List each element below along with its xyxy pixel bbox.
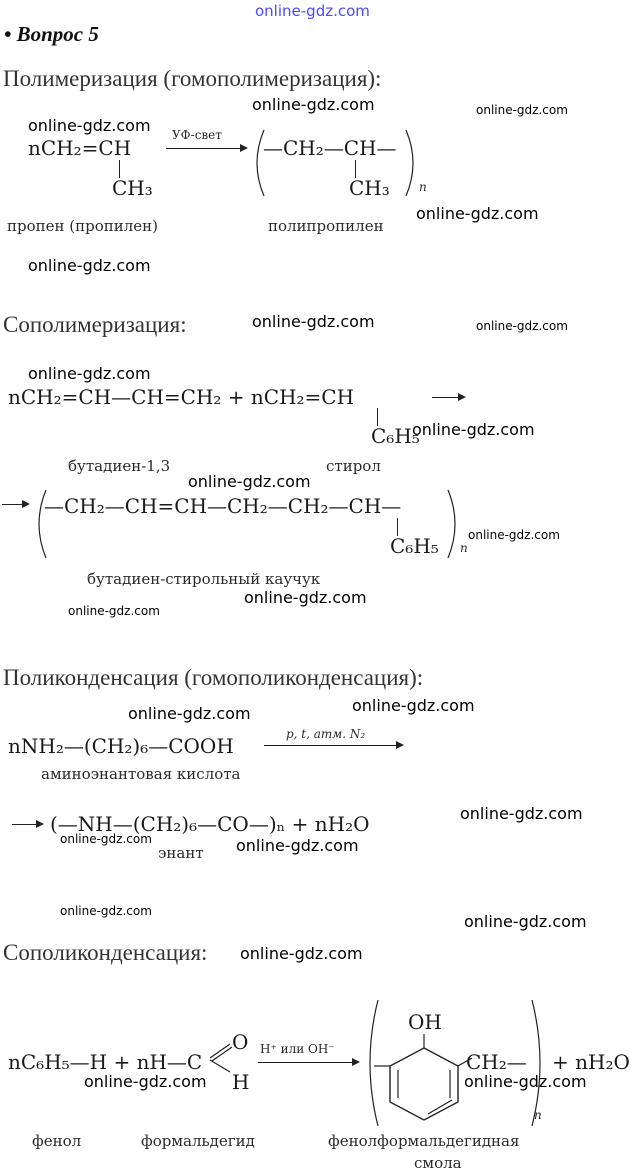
watermark: online-gdz.com	[412, 420, 535, 439]
watermark: online-gdz.com	[416, 204, 539, 223]
reaction-arrow-head	[22, 500, 30, 508]
aldehyde-oxygen: O	[232, 1030, 249, 1054]
watermark: online-gdz.com	[236, 836, 359, 855]
reaction-arrow-head	[458, 393, 466, 401]
watermark: online-gdz.com	[244, 588, 367, 607]
product-rubber-chain: —CH₂—CH=CH—CH₂—CH₂—CH—	[44, 494, 402, 518]
reaction-arrow-head	[240, 144, 248, 152]
section-heading-polycondensation: Поликонденсация (гомополиконденсация):	[3, 665, 424, 690]
question-title: • Вопрос 5	[4, 22, 99, 46]
degree-n: n	[460, 541, 468, 555]
styrene-phenyl: C₆H₅	[371, 424, 420, 448]
watermark: online-gdz.com	[68, 604, 160, 618]
reaction-arrow	[258, 1062, 354, 1063]
reaction-condition: H⁺ или OH⁻	[260, 1042, 335, 1056]
watermark: online-gdz.com	[476, 319, 568, 333]
watermark: online-gdz.com	[128, 704, 251, 723]
watermark: online-gdz.com	[255, 2, 370, 20]
product-methylene: CH₂—	[466, 1050, 527, 1074]
aldehyde-hydrogen: H	[232, 1070, 250, 1094]
watermark: online-gdz.com	[28, 116, 151, 135]
degree-n: n	[419, 180, 427, 194]
reaction-arrow	[264, 745, 398, 746]
reactant-aminoenanthic-acid: nNH₂—(CH₂)₆—COOH	[8, 734, 234, 758]
watermark: online-gdz.com	[464, 1072, 587, 1091]
reaction-condition: УФ-свет	[172, 128, 222, 142]
watermark: online-gdz.com	[252, 95, 375, 114]
reaction-arrow-head	[352, 1058, 360, 1066]
degree-n: n	[534, 1108, 542, 1122]
product-methyl: CH₃	[349, 176, 390, 200]
reaction-arrow	[432, 397, 460, 398]
watermark: online-gdz.com	[188, 472, 311, 491]
section-heading-copolymerization: Сополимеризация:	[3, 312, 187, 337]
product-enant: (—NH—(CH₂)₆—CO—)ₙ + nH₂O	[50, 812, 370, 836]
name-polypropylene: полипропилен	[268, 217, 384, 235]
name-resin: фенолформальдегидная	[328, 1132, 520, 1150]
watermark: online-gdz.com	[60, 904, 152, 918]
name-resin-2: смола	[414, 1154, 462, 1172]
watermark: online-gdz.com	[60, 832, 152, 846]
watermark: online-gdz.com	[352, 696, 475, 715]
name-formaldehyde: формальдегид	[141, 1132, 255, 1150]
reaction-arrow-head	[36, 820, 44, 828]
section-heading-polymerization: Полимеризация (гомополимеризация):	[3, 66, 382, 91]
product-polypropylene: —CH₂—CH—	[263, 136, 397, 160]
reaction-arrow-head	[396, 741, 404, 749]
name-butadiene: бутадиен-1,3	[68, 457, 171, 475]
name-propene: пропен (пропилен)	[7, 217, 159, 235]
watermark: online-gdz.com	[476, 103, 568, 117]
product-rubber-phenyl: C₆H₅	[390, 534, 439, 558]
name-enant: энант	[158, 844, 204, 862]
watermark: online-gdz.com	[460, 804, 583, 823]
watermark: online-gdz.com	[28, 364, 151, 383]
reaction-arrow	[2, 504, 24, 505]
section-heading-copolycondensation: Сополиконденсация:	[3, 940, 208, 965]
reactants-phenol-formaldehyde: nC₆H₅—H + nH—C	[8, 1050, 203, 1074]
watermark: online-gdz.com	[240, 944, 363, 963]
reactants-butadiene-styrene: nCH₂=CH—CH=CH₂ + nCH₂=CH	[8, 385, 355, 409]
watermark: online-gdz.com	[468, 528, 560, 542]
name-phenol: фенол	[32, 1132, 82, 1150]
watermark: online-gdz.com	[28, 256, 151, 275]
reaction-condition: p, t, атм. N₂	[286, 727, 366, 741]
reactant-propene-methyl: CH₃	[112, 176, 153, 200]
name-rubber: бутадиен-стирольный каучук	[87, 570, 321, 588]
watermark: online-gdz.com	[464, 912, 587, 931]
reaction-arrow	[166, 148, 242, 149]
watermark: online-gdz.com	[84, 1072, 207, 1091]
name-aminoenanthic-acid: аминоэнантовая кислота	[41, 765, 241, 783]
name-styrene: стирол	[326, 457, 381, 475]
product-water: + nH₂O	[552, 1050, 630, 1074]
reactant-propene: nCH₂=CH	[28, 136, 132, 160]
watermark: online-gdz.com	[252, 312, 375, 331]
reaction-arrow	[12, 824, 38, 825]
product-hydroxyl: OH	[408, 1010, 442, 1034]
